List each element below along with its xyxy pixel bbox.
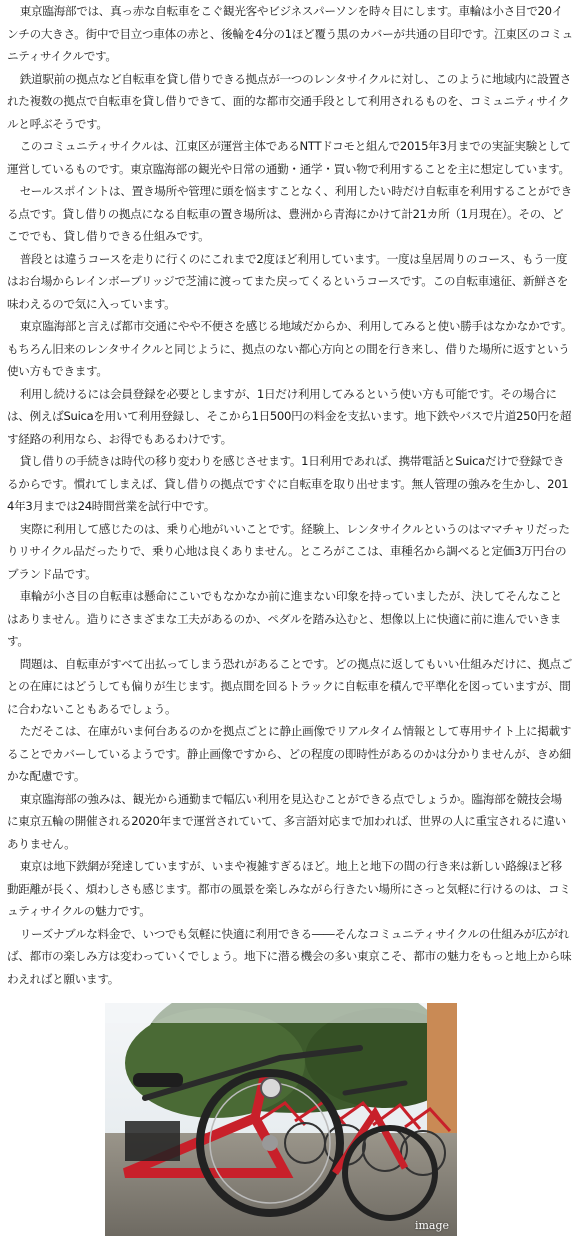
- article-paragraph: 東京臨海部と言えば都市交通にやや不便さを感じる地域だからか、利用してみると使い勝手はなかなかです。もちろん旧来のレンタサイクルと同じように、拠点のない都心方向との間を行き来し、借りた場所に返すという使い方もできます。: [7, 319, 573, 378]
- article-paragraph: 普段とは違うコースを走りに行くのにこれまで2度ほど利用しています。一度は皇居周りのコース、もう一度はお台場からレインボーブリッジで芝浦に渡ってまた戻ってくるというコースです。この自転車遠征、新鮮さを味わえるので気に入っています。: [7, 251, 569, 311]
- article-paragraph: 鉄道駅前の拠点など自転車を貸し借りできる拠点が一つのレンタサイクルに対し、このように地域内に設置された複数の拠点で自転車を貸し借りできて、面的な都市交通手段として利用されるものを、コミュニティサイクルと呼ぶそうです。: [7, 71, 572, 131]
- article-paragraph: 実際に利用して感じたのは、乗り心地がいいことです。経験上、レンタサイクルというのはママチャリだったりリサイクル品だったりで、乗り心地は良くありません。ところがここは、車種名から調べると定価3万円台のブランド品です。: [7, 521, 570, 581]
- article-body: [7, 0, 573, 990]
- article-paragraph: 東京臨海部の強みは、観光から通勤まで幅広い利用を見込むことができる点でしょうか。臨海部を競技会場に東京五輪の開催される2020年まで運営されていて、多言語対応まで加われば、世界の人に重宝されるに違いありません。: [7, 791, 566, 851]
- article-paragraph: 貸し借りの手続きは時代の移り変わりを感じさせます。1日利用であれば、携帯電話とSuicaだけで登録できるからです。慣れてしまえば、貸し借りの拠点ですぐに自転車を取り出せます。無人管理の強みを生かし、2014年3月までは24時間営業を試行中です。: [7, 454, 569, 513]
- bicycle-photo: [105, 1003, 457, 1236]
- article-paragraph: 利用し続けるには会員登録を必要としますが、1日だけ利用してみるという使い方も可能です。その場合には、例えばSuicaを用いて利用登録し、そこから1日500円の料金を支払います。地下鉄やバスで片道250円を超す経路の利用なら、お得でもあるわけです。: [7, 386, 572, 446]
- article-paragraph: 車輪が小さ目の自転車は懸命にこいでもなかなか前に進まない印象を持っていましたが、決してそんなことはありません。造りにさまざまな工夫があるのか、ペダルを踏み込むと、想像以上に快適に前に進んでいきます。: [7, 589, 562, 648]
- article-paragraph: セールスポイントは、置き場所や管理に頭を悩ますことなく、利用したい時だけ自転車を利用することができる点です。貸し借りの拠点になる自転車の置き場所は、豊洲から青海にかけて計21カ所（1月現在）。その、どこででも、貸し借りできる仕組みです。: [7, 184, 572, 243]
- article-paragraph: リーズナブルな料金で、いつでも気軽に快適に利用できる――そんなコミュニティサイクルの仕組みが広がれば、都市の楽しみ方は変わっていくでしょう。地下に潜る機会の多い東京こそ、都市の魅力をもっと地上から味わえればと願います。: [7, 926, 572, 986]
- bicycle-photo-illustration: [105, 1003, 457, 1236]
- article-paragraph: 東京臨海部では、真っ赤な自転車をこぐ観光客やビジネスパーソンを時々目にします。車輪は小さ目で20インチの大きさ。街中で目立つ車体の赤と、後輪を4分の1ほど覆う黒のカバーが共通の目印です。江東区のコミュニティサイクルです。: [7, 4, 573, 63]
- article-paragraph: 問題は、自転車がすべて出払ってしまう恐れがあることです。どの拠点に返してもいい仕組みだけに、拠点ごとの在庫にはどうしても偏りが生じます。拠点間を回るトラックに自転車を積んで平準化を図っていますが、間に合わないこともあるでしょう。: [7, 656, 572, 716]
- photo-caption: image: [414, 1219, 449, 1232]
- article-paragraph: 東京は地下鉄網が発達していますが、いまや複雑すぎるほど。地上と地下の間の行き来は新しい路線ほど移動距離が長く、煩わしさも感じます。都市の風景を楽しみながら行きたい場所にさっと気軽に行けるのは、コミュティサイクルの魅力です。: [7, 859, 571, 918]
- article-paragraph: ただそこは、在庫がいま何台あるのかを拠点ごとに静止画像でリアルタイム情報として専用サイト上に掲載することでカバーしているようです。静止画像ですから、どの程度の即時性があるのかは分かりませんが、きめ細かな配慮です。: [7, 724, 572, 783]
- article-paragraph: このコミュニティサイクルは、江東区が運営主体であるNTTドコモと組んで2015年3月までの実証実験として運営しているものです。東京臨海部の観光や日常の通勤・通学・買い物で利用することを主に想定しています。: [7, 139, 571, 176]
